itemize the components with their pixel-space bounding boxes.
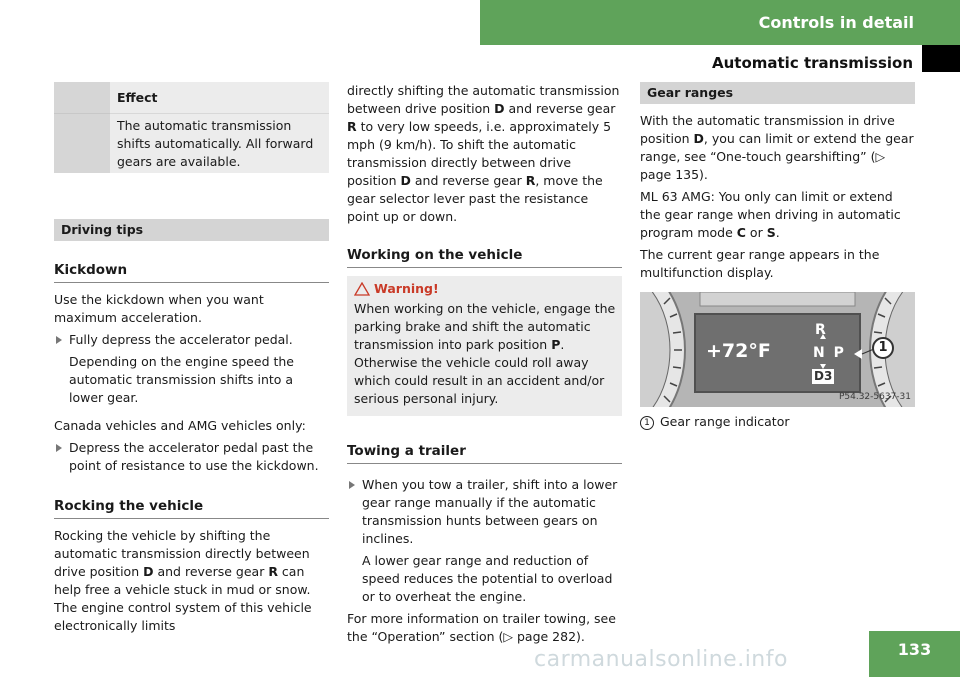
callout-1: 1 [872, 337, 894, 359]
display-gear-np: N P [813, 345, 846, 361]
gear-ranges-para-3: The current gear range appears in the multifunction display. [640, 247, 880, 280]
page-number: 133 [869, 631, 960, 677]
warning-title: Warning! [374, 281, 439, 296]
warning-text: When working on the vehicle, engage the parking brake and shift the automatic transmission into park position P. Otherwise the vehicle could roll away which could result in an accident and/or serious personal injury. [354, 301, 616, 406]
header-subsection-title: Automatic transmission [712, 54, 913, 72]
callout-number-icon: 1 [640, 416, 654, 430]
towing-heading: Towing a trailer [347, 442, 622, 464]
effect-table-head [54, 82, 329, 113]
watermark: carmanualsonline.info [534, 647, 788, 672]
kickdown-canada: Canada vehicles and AMG vehicles only: [54, 418, 306, 433]
display-gear-r: R [815, 322, 826, 338]
effect-text: The automatic transmission shifts automatically. All forward gears are available. [110, 113, 329, 173]
kickdown-step-1-note: Depending on the engine speed the automatic transmission shifts into a lower gear. [69, 354, 294, 405]
kickdown-step-2: Depress the accelerator pedal past the point of resistance to use the kickdown. [54, 439, 329, 475]
towing-more-info: For more information on trailer towing, see the “Operation” section (▷ page 282). [347, 611, 616, 644]
effect-table-row [54, 113, 329, 173]
rocking-text: Rocking the vehicle by shifting the automatic transmission directly between drive position D and reverse gear R can help free a vehicle stuck in mud or snow. The engine control system of this vehicle electronically limits [54, 528, 312, 633]
driving-tips-bar: Driving tips [54, 219, 329, 241]
header-section-title: Controls in detail [758, 13, 914, 32]
column-3 [640, 82, 915, 435]
towing-step: When you tow a trailer, shift into a lower gear range manually if the automatic transmission hunts between gears on inclines. [347, 476, 622, 548]
rocking-heading: Rocking the vehicle [54, 497, 329, 519]
working-heading: Working on the vehicle [347, 246, 622, 268]
header-marker [922, 45, 960, 72]
effect-heading: Effect [110, 82, 329, 113]
gear-ranges-bar: Gear ranges [640, 82, 915, 104]
kickdown-intro: Use the kickdown when you want maximum acceleration. [54, 292, 264, 325]
gear-ranges-para-1: With the automatic transmission in drive position D, you can limit or extend the gear range, see “One-touch gearshifting” (▷ page 135). [640, 113, 914, 182]
image-caption: 1 Gear range indicator [640, 413, 915, 431]
gear-ranges-para-2: ML 63 AMG: You only can limit or extend the gear range when driving in automatic program mode C or S. [640, 189, 901, 240]
page-reference-arrow-icon: ▷ [875, 149, 886, 164]
rocking-continued: directly shifting the automatic transmission between drive position D and reverse gear R to very low speeds, i.e. approximately 5 mph (9 km/h). To shift the automatic transmission directly between drive position D and reverse gear R, move the gear selector lever past the resistance point up or down. [347, 83, 620, 224]
header-section-banner [480, 0, 960, 45]
column-2 [347, 82, 622, 650]
page-reference-arrow-icon: ▷ [503, 629, 513, 644]
multifunction-display-image [640, 292, 915, 407]
display-gear-range-d3: D3 [814, 369, 833, 383]
kickdown-step-1: Fully depress the accelerator pedal. [54, 331, 329, 349]
towing-note: A lower gear range and reduction of speed reduces the potential to overload or to overheat the engine. [362, 553, 613, 604]
kickdown-heading: Kickdown [54, 261, 329, 283]
column-1 [54, 82, 329, 639]
image-code: P54.32-5637-31 [838, 392, 911, 402]
display-temperature: +72°F [706, 340, 771, 362]
effect-table [54, 82, 329, 173]
warning-box [347, 276, 622, 416]
warning-triangle-icon [354, 282, 370, 296]
